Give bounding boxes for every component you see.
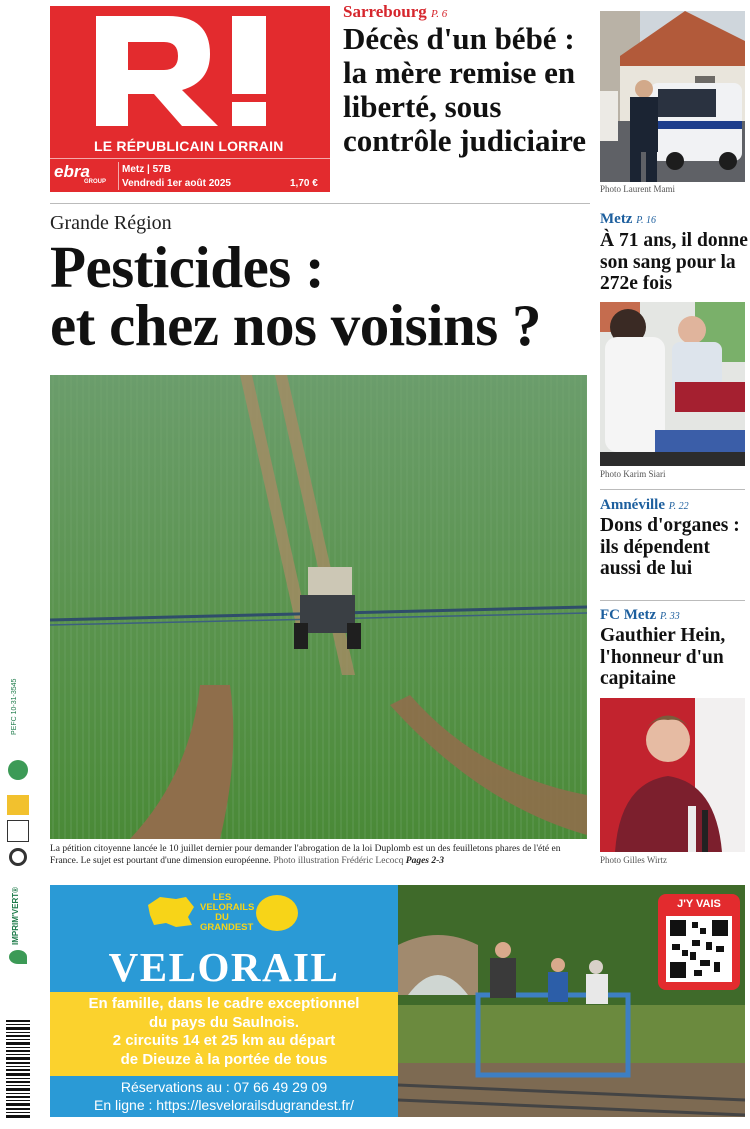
side2-headline[interactable]: Dons d'organes : ils dépendent aussi de lui — [600, 515, 740, 579]
paper-name: LE RÉPUBLICAIN LORRAIN — [94, 138, 284, 154]
side3-photo-credit: Photo Gilles Wirtz — [600, 855, 667, 865]
ad-cta: J'Y VAIS — [677, 898, 721, 910]
leaf-icon — [9, 950, 27, 964]
top-story-kicker[interactable]: Sarrebourg P. 6 — [343, 2, 448, 21]
imprimvert-text: IMPRIM'VERT® — [11, 886, 20, 945]
info-tri-icon — [9, 848, 27, 866]
ad-badge-icon — [256, 895, 298, 931]
side1-kicker[interactable]: Metz P. 16 — [600, 211, 657, 227]
masthead-divider — [50, 158, 330, 159]
side1-photo-credit: Photo Karim Siari — [600, 469, 666, 479]
side2-kicker[interactable]: Amnéville P. 22 — [600, 497, 689, 513]
price: 1,70 € — [290, 178, 318, 189]
barcode-icon — [6, 1020, 30, 1120]
edition: Metz | 57B — [122, 164, 171, 175]
divider — [600, 600, 745, 601]
recycle-icon — [7, 795, 29, 815]
divider — [600, 489, 745, 490]
pefc-text: PEFC 10-31-3545 — [11, 678, 18, 735]
masthead-vline — [118, 162, 119, 190]
ad-qr-block[interactable] — [658, 894, 740, 990]
issue-date: Vendredi 1er août 2025 — [122, 178, 231, 189]
grand-est-map-icon — [146, 895, 196, 929]
ad-brand: LES VELORAILS DU GRANDEST — [200, 892, 255, 933]
side1-headline[interactable]: À 71 ans, il donne son sang pour la 272e fois — [600, 230, 748, 294]
tractor-field-photo — [50, 375, 587, 839]
side3-kicker[interactable]: FC Metz P. 33 — [600, 607, 680, 623]
main-headline[interactable]: Pesticides : et chez nos voisins ? — [50, 234, 541, 358]
police-photo — [600, 11, 745, 182]
footballer-photo — [600, 698, 745, 852]
masthead — [50, 6, 330, 192]
rl-logo — [50, 8, 330, 128]
ad-body: En famille, dans le cadre exceptionnel du pays du Saulnois. 2 circuits 14 et 25 km au départ de Dieuze à la portée de tous — [50, 992, 398, 1076]
ad-title: VELORAIL — [108, 944, 340, 990]
qr-code-icon — [666, 916, 732, 982]
main-kicker[interactable]: Grande Région — [50, 212, 172, 234]
blood-donor-photo — [600, 302, 745, 466]
pefc-icon — [8, 760, 28, 780]
side3-headline[interactable]: Gauthier Hein, l'honneur d'un capitaine — [600, 625, 726, 689]
divider — [50, 203, 590, 204]
top-photo-credit: Photo Laurent Mami — [600, 184, 675, 194]
top-story-headline[interactable]: Décès d'un bébé : la mère remise en liberté, sous contrôle judiciaire — [343, 21, 587, 158]
main-caption: La pétition citoyenne lancée le 10 juillet dernier pour demander l'abrogation de la loi Duplomb est un des feuilletons phares de l'été en France. Le sujet est pourtant d'une dimension européenne. Photo illustration Frédéric Lecocq Pages 2-3 — [50, 844, 561, 866]
ebra-logo: ebra GROUP — [54, 162, 107, 185]
triman-icon — [7, 820, 29, 842]
velorail-ad[interactable] — [50, 885, 745, 1117]
ad-contact: Réservations au : 07 66 49 29 09 En ligne : https://lesvelorailsdugrandest.fr/ — [94, 1079, 354, 1113]
